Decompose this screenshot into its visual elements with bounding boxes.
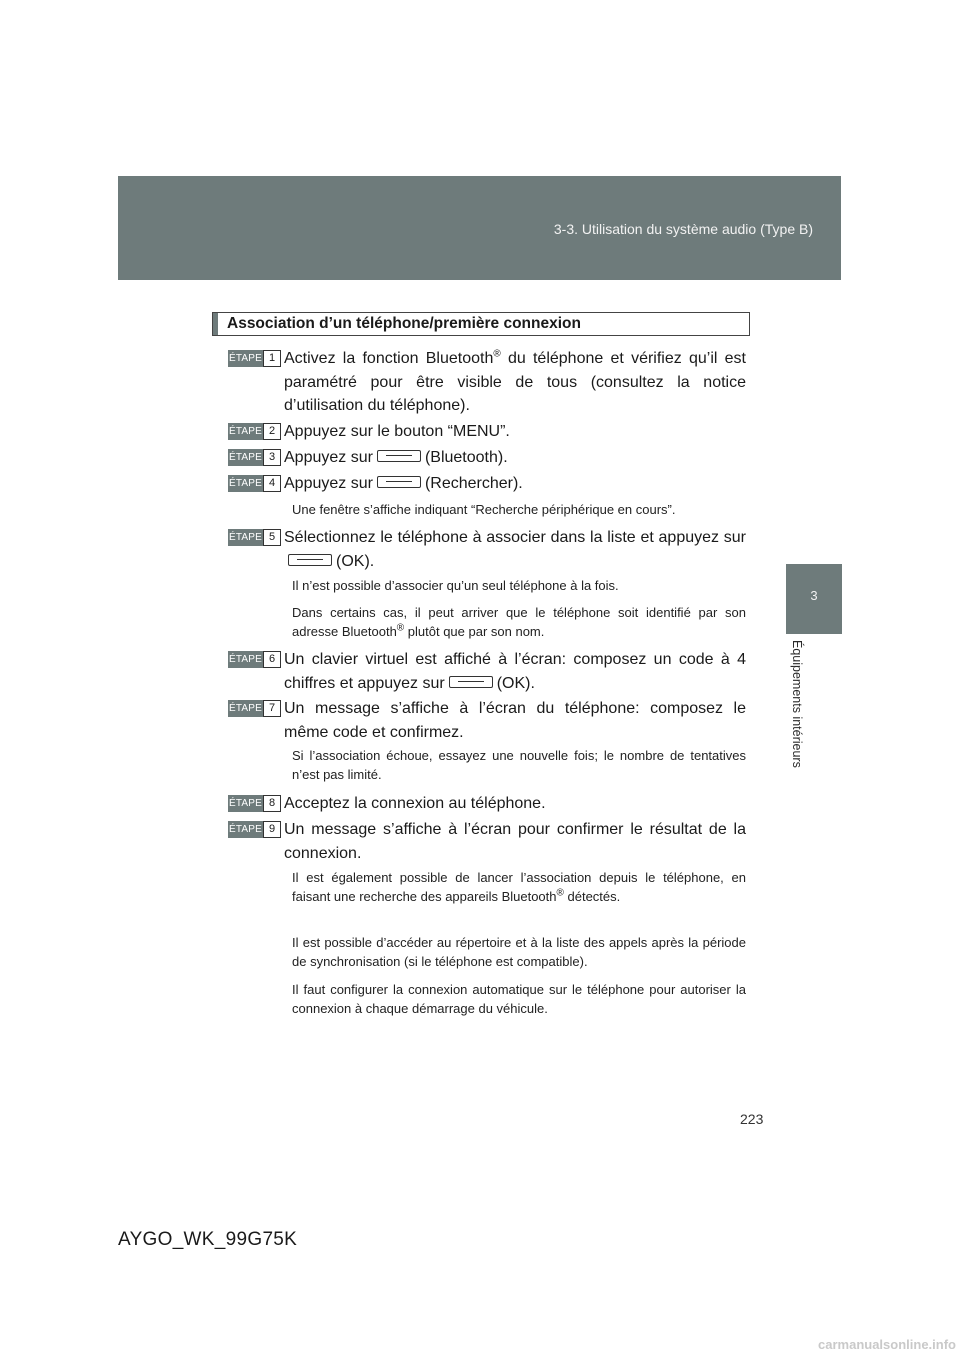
soft-button-icon xyxy=(377,476,421,488)
step-text-part: Sélectionnez le téléphone à associer dans la liste et appuyez sur xyxy=(284,529,746,546)
step-badge xyxy=(228,449,280,466)
step-text: Un message s’affiche à l’écran du téléphone: composez le même code et confirmez. xyxy=(284,700,746,741)
page-number: 223 xyxy=(740,1111,764,1127)
section-title: Association d’un téléphone/première connexion xyxy=(227,315,581,332)
step-text-part: (Rechercher). xyxy=(424,475,523,492)
step-badge xyxy=(228,529,280,546)
step-label: ÉTAPE xyxy=(228,475,263,492)
step-text-part: Appuyez sur xyxy=(284,475,373,492)
step-7 xyxy=(228,697,746,745)
watermark: carmanualsonline.info xyxy=(818,1337,956,1352)
registered-mark: ® xyxy=(493,348,501,360)
step-text-part: Appuyez sur xyxy=(284,449,373,466)
note-part: plutôt que par son nom. xyxy=(404,624,545,639)
step-badge xyxy=(228,821,280,838)
soft-button-icon xyxy=(449,676,493,688)
step-badge xyxy=(228,423,280,440)
chapter-number: 3 xyxy=(810,588,818,603)
note: Il est possible d’accéder au répertoire et à la liste des appels après la période de synchronisation (si le téléphone est compatible). xyxy=(292,935,746,969)
step-label: ÉTAPE xyxy=(228,529,263,546)
registered-mark: ® xyxy=(396,622,405,634)
step-5 xyxy=(228,526,746,574)
soft-button-icon xyxy=(377,450,421,462)
step-number: 5 xyxy=(263,529,281,546)
step-4 xyxy=(228,472,746,496)
note: Il faut configurer la connexion automatique sur le téléphone pour autoriser la connexion à chaque démarrage du véhicule. xyxy=(292,982,746,1016)
step-number: 4 xyxy=(263,475,281,492)
step-2 xyxy=(228,420,746,444)
step-text: Un message s’affiche à l’écran pour confirmer le résultat de la connexion. xyxy=(284,821,746,862)
document-code: AYGO_WK_99G75K xyxy=(118,1229,298,1250)
step-badge xyxy=(228,795,280,812)
step-label: ÉTAPE xyxy=(228,795,263,812)
note-part: Dans certains cas, il peut arriver que le téléphone soit identifié par son adresse Bluetooth xyxy=(292,605,746,639)
step-number: 1 xyxy=(263,350,281,367)
step-6 xyxy=(228,648,746,696)
section-title-box xyxy=(212,312,750,336)
step-number: 6 xyxy=(263,651,281,668)
step-label: ÉTAPE xyxy=(228,350,263,367)
step-text-part: (OK). xyxy=(496,674,535,692)
chapter-label-text: Équipements intérieurs xyxy=(790,640,804,768)
note xyxy=(292,868,746,906)
header-band xyxy=(118,176,841,280)
step-label: ÉTAPE xyxy=(228,449,263,466)
step-label: ÉTAPE xyxy=(228,700,263,717)
step-badge xyxy=(228,350,280,367)
step-text-part: (Bluetooth). xyxy=(424,449,508,466)
note xyxy=(292,603,746,641)
registered-mark: ® xyxy=(556,887,564,899)
soft-button-icon xyxy=(288,554,332,566)
step-text: Acceptez la connexion au téléphone. xyxy=(284,795,546,812)
note: Si l’association échoue, essayez une nouvelle fois; le nombre de tentatives n’est pas limité. xyxy=(292,748,746,782)
step-label: ÉTAPE xyxy=(228,651,263,668)
step-number: 9 xyxy=(263,821,281,838)
step-text xyxy=(284,648,746,695)
step-text: Appuyez sur le bouton “MENU”. xyxy=(284,423,510,440)
step-text xyxy=(284,347,746,418)
step-number: 7 xyxy=(263,700,281,717)
step-number: 8 xyxy=(263,795,281,812)
step-text xyxy=(284,526,746,573)
section-reference: 3-3. Utilisation du système audio (Type B) xyxy=(553,221,813,237)
step-text xyxy=(284,446,746,470)
step-text-part: (OK). xyxy=(336,552,375,570)
note-part: détectés. xyxy=(563,889,621,904)
section-title-bar xyxy=(213,313,218,335)
step-label: ÉTAPE xyxy=(228,821,263,838)
step-9 xyxy=(228,818,746,866)
step-label: ÉTAPE xyxy=(228,423,263,440)
note: Une fenêtre s’affiche indiquant “Recherche périphérique en cours”. xyxy=(292,502,676,517)
step-text xyxy=(284,472,746,496)
chapter-label xyxy=(788,640,804,816)
note-part: Il est également possible de lancer l’association depuis le téléphone, en faisant une recherche des appareils Bluetooth xyxy=(292,870,746,904)
step-badge xyxy=(228,651,280,668)
step-badge xyxy=(228,475,280,492)
step-text-part: Activez la fonction Bluetooth xyxy=(284,350,494,367)
step-8 xyxy=(228,792,746,816)
step-text-part: du téléphone et vérifiez qu’il est paramétré pour être visible de tous (consultez la notice d’utilisation du téléphone). xyxy=(284,350,746,414)
step-3 xyxy=(228,446,746,470)
note: Il n’est possible d’associer qu’un seul téléphone à la fois. xyxy=(292,578,619,593)
chapter-tab xyxy=(786,564,842,634)
step-number: 2 xyxy=(263,423,281,440)
step-number: 3 xyxy=(263,449,281,466)
step-badge xyxy=(228,700,280,717)
step-1 xyxy=(228,347,746,419)
step-text-part: Un clavier virtuel est affiché à l’écran: composez un code à 4 chiffres et appuyez sur xyxy=(284,651,746,692)
